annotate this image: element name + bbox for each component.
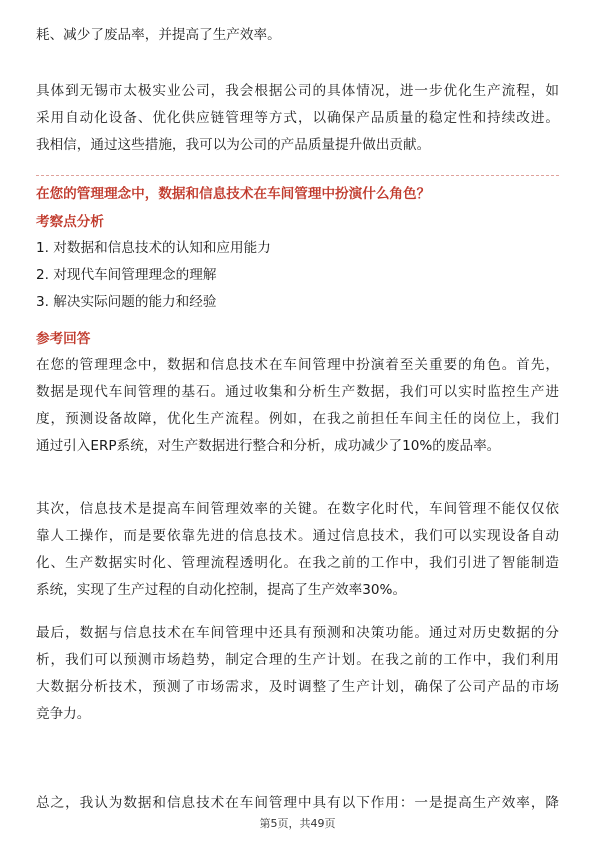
intro-paragraph bbox=[36, 22, 559, 49]
text-line: 总之，我认为数据和信息技术在车间管理中具有以下作用：一是提高生产效率，降 bbox=[36, 795, 559, 811]
text-line: 在您的管理理念中，数据和信息技术在车间管理中扮演着至关重要的角色。首先， bbox=[36, 357, 559, 373]
text-line: 耗、减少了废品率，并提高了生产效率。 bbox=[36, 27, 281, 43]
answer-paragraph-2 bbox=[36, 496, 559, 604]
section-divider bbox=[36, 175, 559, 176]
page-number: 第5页，共49页 bbox=[259, 817, 336, 830]
text-line: 我相信，通过这些措施，我可以为公司的产品质量提升做出贡献。 bbox=[36, 137, 431, 153]
list-item: 1. 对数据和信息技术的认知和应用能力 bbox=[36, 240, 271, 256]
answer-paragraph-4 bbox=[36, 790, 559, 817]
analysis-label: 考察点分析 bbox=[36, 214, 104, 230]
answer-paragraph-1 bbox=[36, 352, 559, 460]
text-line: 析，我们可以预测市场趋势，制定合理的生产计划。在我之前的工作中，我们利用 bbox=[36, 652, 559, 668]
text-line: 数据是现代车间管理的基石。通过收集和分析生产数据，我们可以实时监控生产进 bbox=[36, 384, 559, 400]
answer-paragraph-3 bbox=[36, 620, 559, 728]
page-footer bbox=[0, 815, 595, 831]
text-line: 竞争力。 bbox=[36, 706, 91, 722]
text-line: 靠人工操作，而是要依靠先进的信息技术。通过信息技术，我们可以实现设备自动 bbox=[36, 528, 559, 544]
text-line: 系统，实现了生产过程的自动化控制，提高了生产效率30%。 bbox=[36, 582, 407, 598]
text-line: 化、生产数据实时化、管理流程透明化。在我之前的工作中，我们引进了智能制造 bbox=[36, 555, 559, 571]
analysis-list bbox=[36, 235, 559, 316]
text-line: 具体到无锡市太极实业公司，我会根据公司的具体情况，进一步优化生产流程，如 bbox=[36, 83, 559, 99]
list-item: 2. 对现代车间管理理念的理解 bbox=[36, 267, 217, 283]
text-line: 度，预测设备故障，优化生产流程。例如，在我之前担任车间主任的岗位上，我们 bbox=[36, 411, 559, 427]
text-line: 最后，数据与信息技术在车间管理中还具有预测和决策功能。通过对历史数据的分 bbox=[36, 625, 559, 641]
answer-label: 参考回答 bbox=[36, 331, 91, 347]
text-line: 通过引入ERP系统，对生产数据进行整合和分析，成功减少了10%的废品率。 bbox=[36, 438, 501, 454]
list-item: 3. 解决实际问题的能力和经验 bbox=[36, 294, 217, 310]
wuxi-paragraph bbox=[36, 78, 559, 159]
text-line: 其次，信息技术是提高车间管理效率的关键。在数字化时代，车间管理不能仅仅依 bbox=[36, 501, 559, 517]
text-line: 大数据分析技术，预测了市场需求，及时调整了生产计划，确保了公司产品的市场 bbox=[36, 679, 559, 695]
question-heading: 在您的管理理念中，数据和信息技术在车间管理中扮演什么角色？ bbox=[36, 186, 431, 202]
text-line: 采用自动化设备、优化供应链管理等方式，以确保产品质量的稳定性和持续改进。 bbox=[36, 110, 559, 126]
